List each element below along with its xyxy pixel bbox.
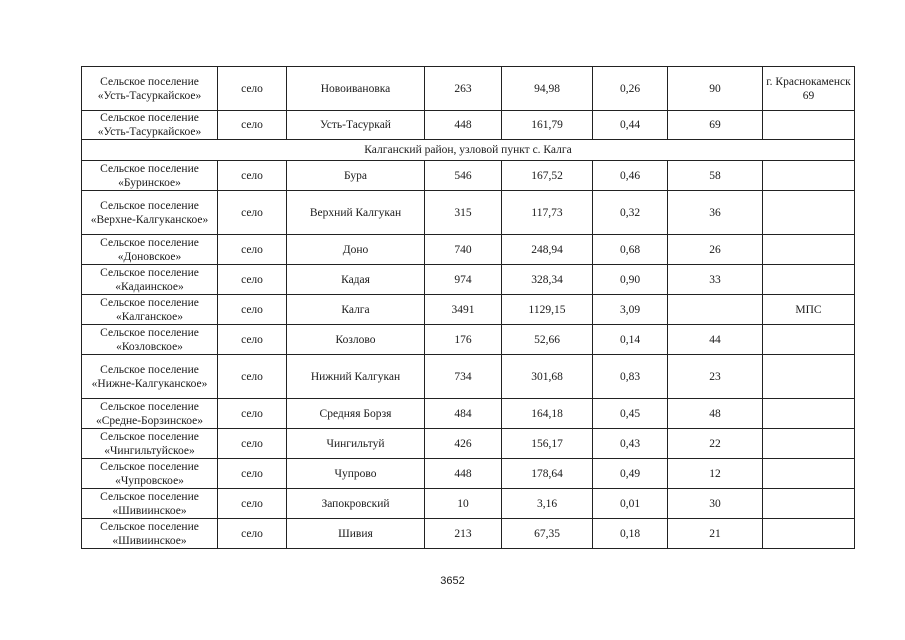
table-row	[82, 295, 855, 325]
cell-settlement: Сельское поселение «Чингильтуйское»	[82, 429, 218, 459]
cell-note	[763, 355, 855, 399]
cell-distance: 69	[668, 111, 763, 140]
cell-note	[763, 399, 855, 429]
cell-population: 448	[425, 111, 502, 140]
cell-type: село	[218, 265, 287, 295]
cell-area: 167,52	[502, 161, 593, 191]
cell-population: 740	[425, 235, 502, 265]
section-title: Калганский район, узловой пункт с. Калга	[82, 140, 855, 161]
cell-area: 156,17	[502, 429, 593, 459]
cell-ratio: 0,43	[593, 429, 668, 459]
cell-area: 161,79	[502, 111, 593, 140]
table-row	[82, 111, 855, 140]
table-row	[82, 191, 855, 235]
cell-ratio: 0,32	[593, 191, 668, 235]
cell-ratio: 0,44	[593, 111, 668, 140]
cell-type: село	[218, 429, 287, 459]
cell-population: 10	[425, 489, 502, 519]
cell-locality: Чингильтуй	[287, 429, 425, 459]
cell-population: 426	[425, 429, 502, 459]
cell-settlement: Сельское поселение «Доновское»	[82, 235, 218, 265]
cell-settlement: Сельское поселение «Козловское»	[82, 325, 218, 355]
cell-ratio: 3,09	[593, 295, 668, 325]
cell-area: 52,66	[502, 325, 593, 355]
cell-area: 67,35	[502, 519, 593, 549]
table-row	[82, 429, 855, 459]
cell-type: село	[218, 459, 287, 489]
cell-population: 315	[425, 191, 502, 235]
cell-note: г. Краснокаменск 69	[763, 67, 855, 111]
table-row	[82, 399, 855, 429]
cell-type: село	[218, 67, 287, 111]
cell-settlement: Сельское поселение «Кадаинское»	[82, 265, 218, 295]
cell-note	[763, 265, 855, 295]
cell-distance: 48	[668, 399, 763, 429]
cell-settlement: Сельское поселение «Усть-Тасуркайское»	[82, 67, 218, 111]
cell-type: село	[218, 325, 287, 355]
cell-ratio: 0,68	[593, 235, 668, 265]
cell-population: 263	[425, 67, 502, 111]
cell-population: 974	[425, 265, 502, 295]
page-number: 3652	[440, 575, 465, 587]
cell-distance: 22	[668, 429, 763, 459]
cell-population: 734	[425, 355, 502, 399]
cell-population: 448	[425, 459, 502, 489]
cell-area: 301,68	[502, 355, 593, 399]
cell-settlement: Сельское поселение «Усть-Тасуркайское»	[82, 111, 218, 140]
cell-locality: Верхний Калгукан	[287, 191, 425, 235]
cell-ratio: 0,83	[593, 355, 668, 399]
table-row	[82, 265, 855, 295]
cell-population: 3491	[425, 295, 502, 325]
cell-type: село	[218, 355, 287, 399]
cell-ratio: 0,26	[593, 67, 668, 111]
cell-type: село	[218, 235, 287, 265]
cell-type: село	[218, 519, 287, 549]
cell-locality: Запокровский	[287, 489, 425, 519]
cell-population: 484	[425, 399, 502, 429]
cell-ratio: 0,14	[593, 325, 668, 355]
cell-population: 213	[425, 519, 502, 549]
cell-area: 117,73	[502, 191, 593, 235]
cell-locality: Калга	[287, 295, 425, 325]
cell-note	[763, 111, 855, 140]
cell-area: 1129,15	[502, 295, 593, 325]
cell-locality: Шивия	[287, 519, 425, 549]
cell-area: 178,64	[502, 459, 593, 489]
cell-area: 328,34	[502, 265, 593, 295]
cell-settlement: Сельское поселение «Верхне-Калгуканское»	[82, 191, 218, 235]
cell-area: 248,94	[502, 235, 593, 265]
cell-settlement: Сельское поселение «Средне-Борзинское»	[82, 399, 218, 429]
cell-distance: 30	[668, 489, 763, 519]
cell-locality: Усть-Тасуркай	[287, 111, 425, 140]
cell-note	[763, 429, 855, 459]
cell-ratio: 0,01	[593, 489, 668, 519]
cell-note	[763, 519, 855, 549]
cell-note	[763, 161, 855, 191]
cell-settlement: Сельское поселение «Калганское»	[82, 295, 218, 325]
table-row	[82, 161, 855, 191]
cell-note: МПС	[763, 295, 855, 325]
cell-type: село	[218, 295, 287, 325]
table-row	[82, 235, 855, 265]
cell-locality: Доно	[287, 235, 425, 265]
cell-type: село	[218, 489, 287, 519]
cell-settlement: Сельское поселение «Нижне-Калгуканское»	[82, 355, 218, 399]
table-row	[82, 325, 855, 355]
cell-distance: 23	[668, 355, 763, 399]
cell-settlement: Сельское поселение «Чупровское»	[82, 459, 218, 489]
cell-settlement: Сельское поселение «Шивиинское»	[82, 519, 218, 549]
cell-locality: Козлово	[287, 325, 425, 355]
cell-distance: 36	[668, 191, 763, 235]
cell-population: 176	[425, 325, 502, 355]
table-body	[82, 67, 855, 549]
table-row	[82, 67, 855, 111]
cell-type: село	[218, 111, 287, 140]
table-row	[82, 355, 855, 399]
cell-type: село	[218, 191, 287, 235]
cell-area: 164,18	[502, 399, 593, 429]
cell-settlement: Сельское поселение «Буринское»	[82, 161, 218, 191]
cell-locality: Кадая	[287, 265, 425, 295]
cell-note	[763, 235, 855, 265]
cell-area: 94,98	[502, 67, 593, 111]
cell-ratio: 0,45	[593, 399, 668, 429]
cell-distance: 26	[668, 235, 763, 265]
cell-population: 546	[425, 161, 502, 191]
table-row	[82, 519, 855, 549]
cell-locality: Новоивановка	[287, 67, 425, 111]
cell-distance: 33	[668, 265, 763, 295]
cell-distance	[668, 295, 763, 325]
section-header-row	[82, 140, 855, 161]
cell-locality: Чупрово	[287, 459, 425, 489]
cell-locality: Средняя Борзя	[287, 399, 425, 429]
cell-distance: 58	[668, 161, 763, 191]
cell-distance: 44	[668, 325, 763, 355]
cell-ratio: 0,18	[593, 519, 668, 549]
cell-ratio: 0,90	[593, 265, 668, 295]
cell-locality: Бура	[287, 161, 425, 191]
cell-note	[763, 325, 855, 355]
cell-note	[763, 191, 855, 235]
cell-note	[763, 489, 855, 519]
cell-ratio: 0,49	[593, 459, 668, 489]
cell-type: село	[218, 399, 287, 429]
table-row	[82, 459, 855, 489]
cell-distance: 12	[668, 459, 763, 489]
cell-distance: 90	[668, 67, 763, 111]
cell-settlement: Сельское поселение «Шивиинское»	[82, 489, 218, 519]
table-row	[82, 489, 855, 519]
cell-ratio: 0,46	[593, 161, 668, 191]
document-table-region	[81, 66, 854, 549]
cell-distance: 21	[668, 519, 763, 549]
cell-note	[763, 459, 855, 489]
cell-locality: Нижний Калгукан	[287, 355, 425, 399]
cell-type: село	[218, 161, 287, 191]
settlements-table	[81, 66, 855, 549]
cell-area: 3,16	[502, 489, 593, 519]
